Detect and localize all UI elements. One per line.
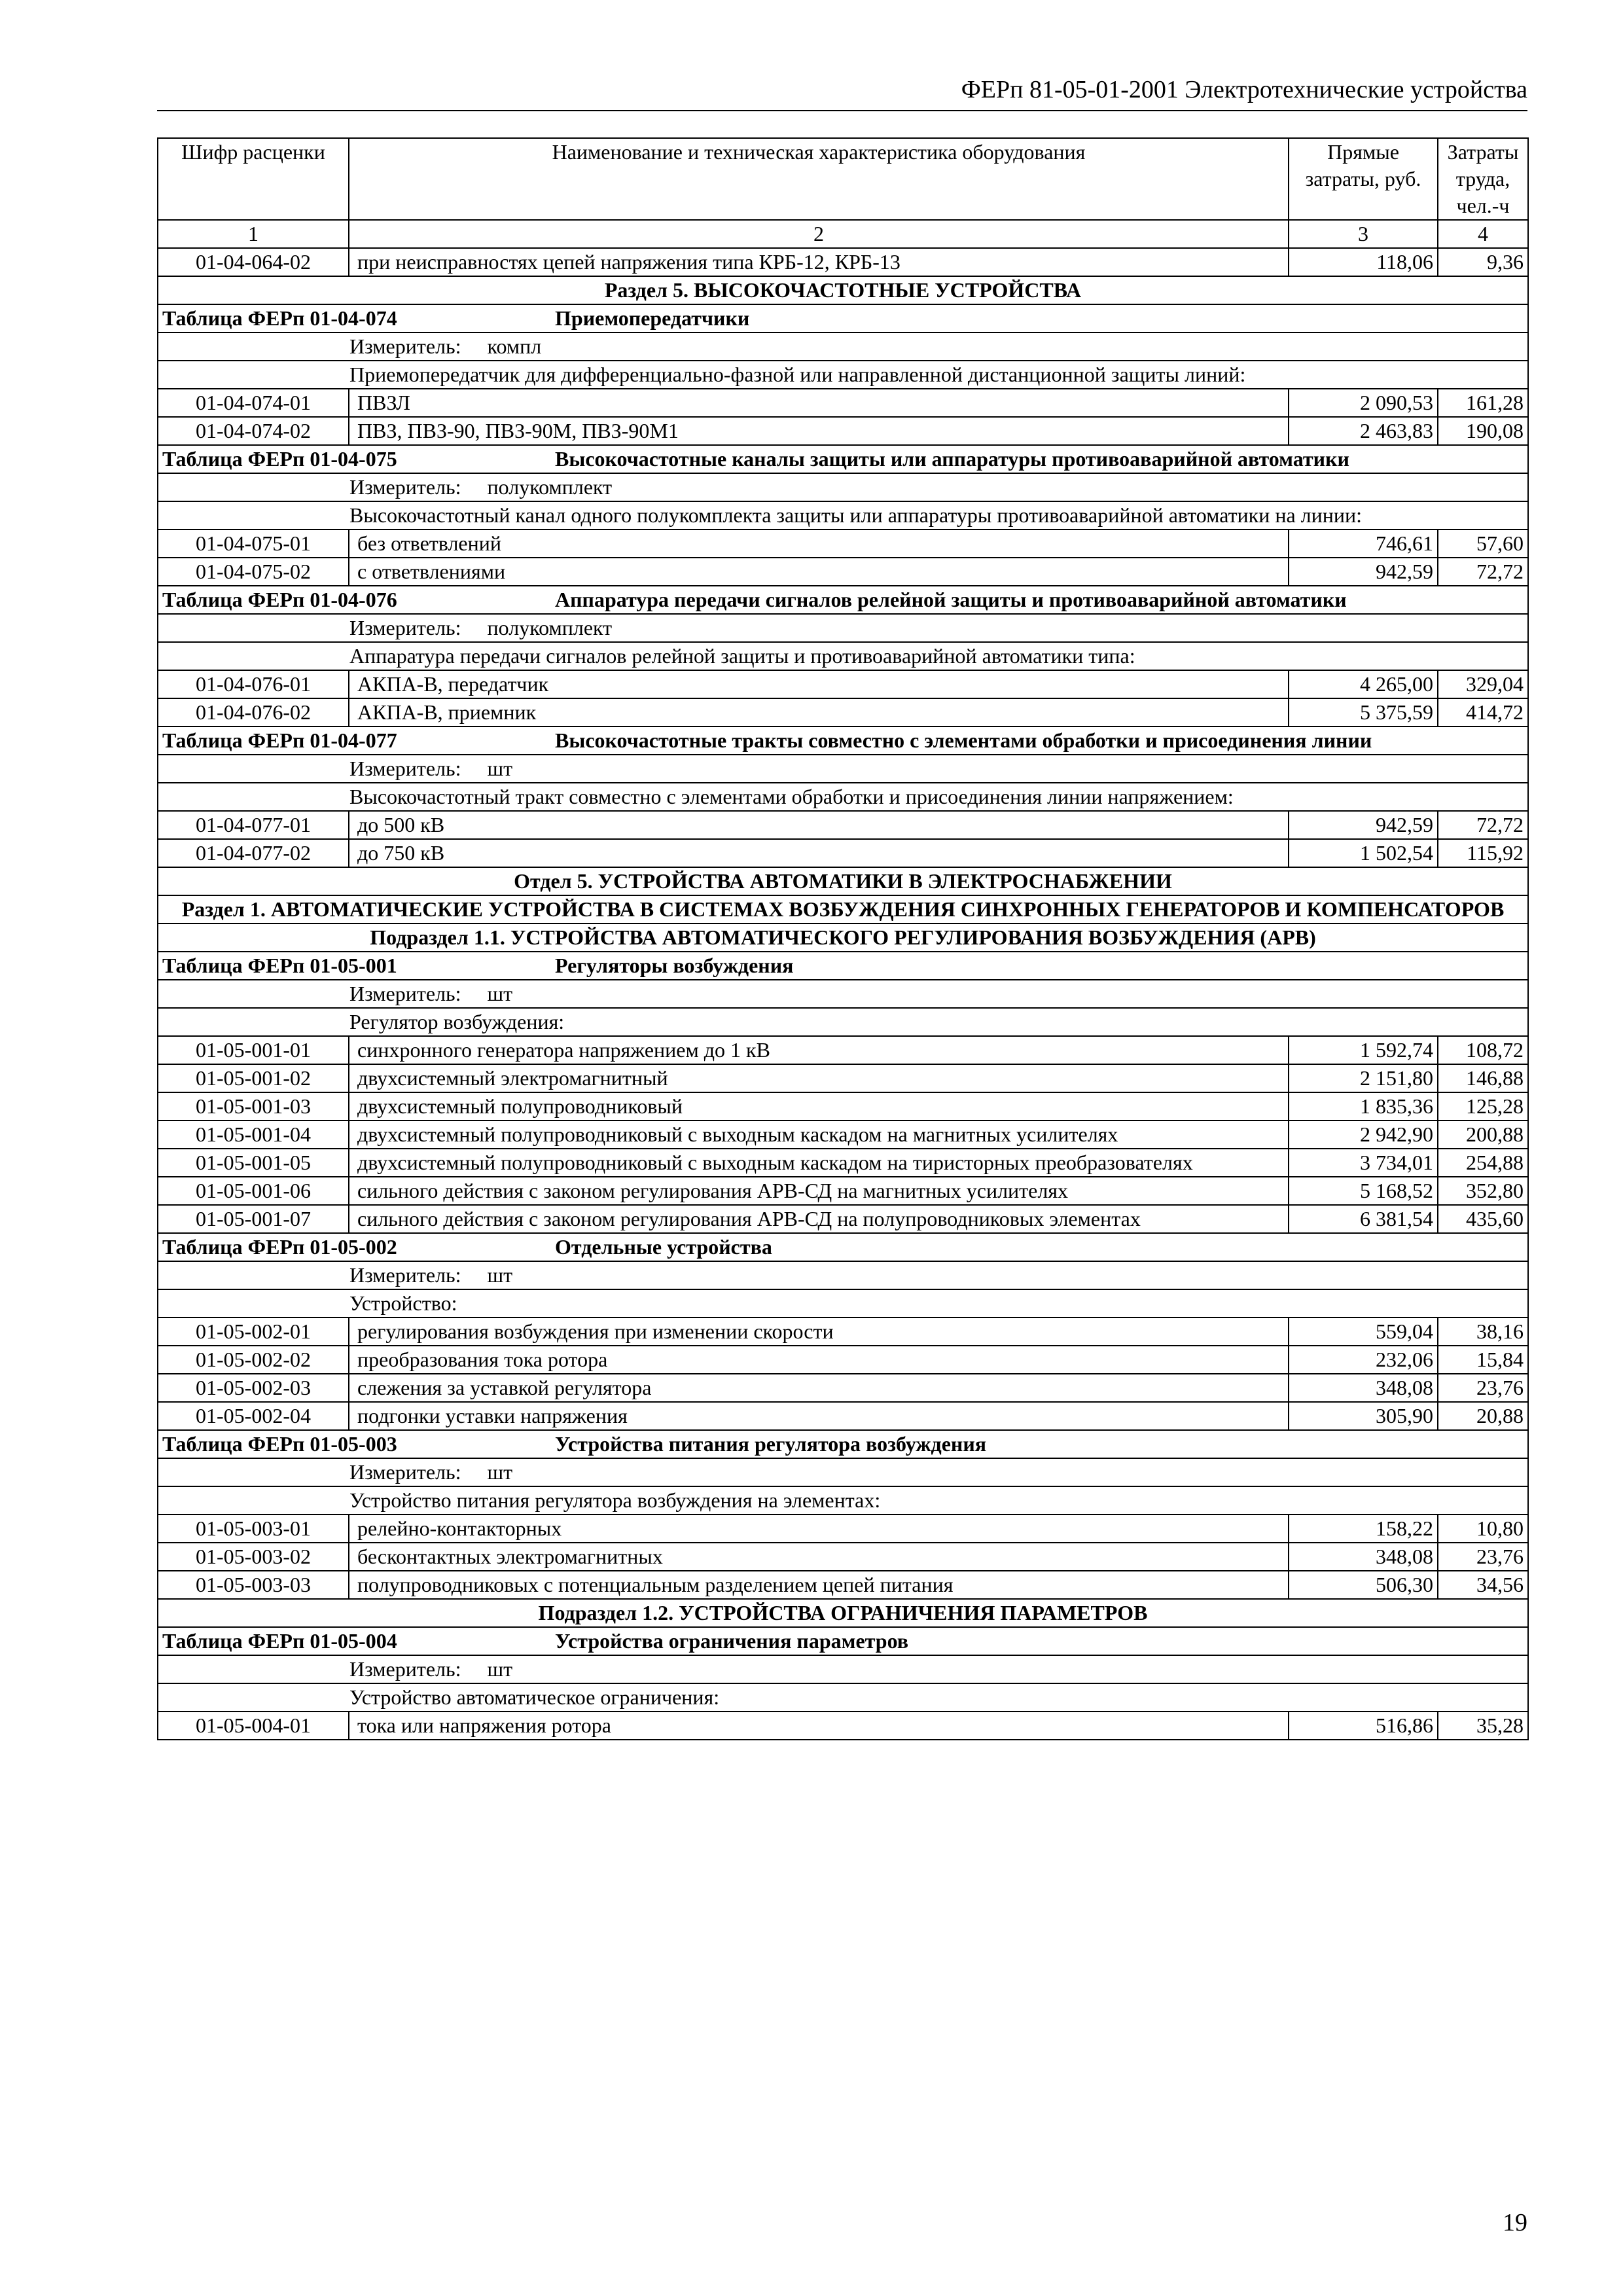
table-title <box>158 952 1528 980</box>
direct-costs: 158,22 <box>1289 1515 1438 1543</box>
labor-costs: 20,88 <box>1438 1402 1528 1430</box>
item-name: релейно-контакторных <box>349 1515 1289 1543</box>
meter-row <box>158 614 1528 642</box>
labor-costs: 23,76 <box>1438 1543 1528 1571</box>
table-row <box>158 1346 1528 1374</box>
item-name: слежения за уставкой регулятора <box>349 1374 1289 1402</box>
meter-label: Измеритель: <box>349 475 461 499</box>
table-row <box>158 1149 1528 1177</box>
direct-costs: 2 942,90 <box>1289 1121 1438 1149</box>
rate-code: 01-04-064-02 <box>158 248 349 276</box>
table-row <box>158 1318 1528 1346</box>
running-header: ФЕРп 81-05-01-2001 Электротехнические устройства <box>157 73 1527 111</box>
rate-code: 01-05-003-03 <box>158 1571 349 1599</box>
labor-costs: 72,72 <box>1438 811 1528 839</box>
section-heading: Раздел 5. ВЫСОКОЧАСТОТНЫЕ УСТРОЙСТВА <box>158 276 1528 304</box>
direct-costs: 1 835,36 <box>1289 1092 1438 1121</box>
table-title-row <box>158 1430 1528 1458</box>
item-name: сильного действия с законом регулирования АРВ-СД на магнитных усилителях <box>349 1177 1289 1205</box>
item-name: до 500 кВ <box>349 811 1289 839</box>
meter <box>158 1655 1528 1683</box>
direct-costs: 506,30 <box>1289 1571 1438 1599</box>
rate-code: 01-05-001-02 <box>158 1064 349 1092</box>
item-name: преобразования тока ротора <box>349 1346 1289 1374</box>
table-row <box>158 1205 1528 1233</box>
labor-costs: 352,80 <box>1438 1177 1528 1205</box>
item-name: тока или напряжения ротора <box>349 1712 1289 1740</box>
meter-label: Измеритель: <box>349 982 461 1005</box>
rate-code: 01-04-077-02 <box>158 839 349 867</box>
meter-label: Измеритель: <box>349 1263 461 1287</box>
item-name: без ответвлений <box>349 529 1289 558</box>
table-name: Приемопередатчики <box>555 306 750 330</box>
table-row <box>158 1402 1528 1430</box>
rate-code: 01-05-002-02 <box>158 1346 349 1374</box>
direct-costs: 1 502,54 <box>1289 839 1438 867</box>
table-title <box>158 1627 1528 1655</box>
table-number: Таблица ФЕРп 01-05-004 <box>162 1629 397 1653</box>
meter-unit: полукомплект <box>487 616 613 639</box>
table-title-row <box>158 304 1528 332</box>
section-heading-row <box>158 867 1528 895</box>
direct-costs: 1 592,74 <box>1289 1036 1438 1064</box>
rate-code: 01-05-004-01 <box>158 1712 349 1740</box>
labor-costs: 10,80 <box>1438 1515 1528 1543</box>
table-title-row <box>158 952 1528 980</box>
table-row <box>158 1712 1528 1740</box>
section-heading-row <box>158 1599 1528 1627</box>
item-name: АКПА-В, передатчик <box>349 670 1289 698</box>
rate-code: 01-04-076-01 <box>158 670 349 698</box>
group-caption-row <box>158 1683 1528 1712</box>
direct-costs: 4 265,00 <box>1289 670 1438 698</box>
column-number: 2 <box>349 220 1289 248</box>
table-row <box>158 811 1528 839</box>
table-row <box>158 1121 1528 1149</box>
rate-code: 01-05-003-01 <box>158 1515 349 1543</box>
rate-code: 01-04-075-01 <box>158 529 349 558</box>
table-number: Таблица ФЕРп 01-05-001 <box>162 954 397 977</box>
group-caption: Приемопередатчик для дифференциально-фазной или направленной дистанционной защиты линий: <box>158 361 1528 389</box>
item-name: двухсистемный полупроводниковый с выходным каскадом на магнитных усилителях <box>349 1121 1289 1149</box>
table-row <box>158 1515 1528 1543</box>
table-row <box>158 1064 1528 1092</box>
labor-costs: 125,28 <box>1438 1092 1528 1121</box>
price-table <box>157 137 1529 1740</box>
meter-row <box>158 980 1528 1008</box>
meter-row <box>158 332 1528 361</box>
group-caption: Устройство питания регулятора возбуждения на элементах: <box>158 1486 1528 1515</box>
table-title <box>158 1233 1528 1261</box>
labor-costs: 190,08 <box>1438 417 1528 445</box>
direct-costs: 5 375,59 <box>1289 698 1438 726</box>
table-number: Таблица ФЕРп 01-04-074 <box>162 306 397 330</box>
rate-code: 01-05-002-03 <box>158 1374 349 1402</box>
rate-code: 01-05-001-06 <box>158 1177 349 1205</box>
section-heading-row <box>158 924 1528 952</box>
rate-code: 01-05-003-02 <box>158 1543 349 1571</box>
table-row <box>158 529 1528 558</box>
meter-label: Измеритель: <box>349 616 461 639</box>
table-name: Аппаратура передачи сигналов релейной защиты и противоаварийной автоматики <box>555 588 1347 611</box>
rate-code: 01-05-001-03 <box>158 1092 349 1121</box>
header-name: Наименование и техническая характеристика оборудования <box>349 138 1289 220</box>
section-heading-row <box>158 895 1528 924</box>
group-caption: Регулятор возбуждения: <box>158 1008 1528 1036</box>
table-row <box>158 839 1528 867</box>
table-title <box>158 304 1528 332</box>
table-title-row <box>158 445 1528 473</box>
meter <box>158 473 1528 501</box>
table-number: Таблица ФЕРп 01-05-002 <box>162 1235 397 1259</box>
item-name: двухсистемный полупроводниковый <box>349 1092 1289 1121</box>
table-title-row <box>158 726 1528 755</box>
direct-costs: 348,08 <box>1289 1374 1438 1402</box>
table-number: Таблица ФЕРп 01-04-075 <box>162 447 397 471</box>
item-name: при неисправностях цепей напряжения типа КРБ-12, КРБ-13 <box>349 248 1289 276</box>
labor-costs: 146,88 <box>1438 1064 1528 1092</box>
meter-row <box>158 1261 1528 1289</box>
rate-code: 01-04-076-02 <box>158 698 349 726</box>
item-name: подгонки уставки напряжения <box>349 1402 1289 1430</box>
meter-unit: шт <box>487 982 513 1005</box>
item-name: ПВЗ, ПВЗ-90, ПВЗ-90М, ПВЗ-90М1 <box>349 417 1289 445</box>
meter <box>158 755 1528 783</box>
price-table-body <box>158 138 1528 1740</box>
meter-unit: шт <box>487 1263 513 1287</box>
table-title-row <box>158 1233 1528 1261</box>
table-header-row <box>158 138 1528 220</box>
meter-row <box>158 473 1528 501</box>
table-title <box>158 1430 1528 1458</box>
group-caption: Высокочастотный тракт совместно с элементами обработки и присоединения линии напряжением: <box>158 783 1528 811</box>
group-caption-row <box>158 642 1528 670</box>
rate-code: 01-04-074-02 <box>158 417 349 445</box>
rate-code: 01-05-001-04 <box>158 1121 349 1149</box>
direct-costs: 6 381,54 <box>1289 1205 1438 1233</box>
meter-unit: полукомплект <box>487 475 613 499</box>
table-row <box>158 417 1528 445</box>
rate-code: 01-05-001-01 <box>158 1036 349 1064</box>
column-number: 1 <box>158 220 349 248</box>
table-name: Высокочастотные тракты совместно с элементами обработки и присоединения линии <box>555 728 1372 752</box>
table-title <box>158 445 1528 473</box>
table-row <box>158 1374 1528 1402</box>
labor-costs: 9,36 <box>1438 248 1528 276</box>
page-number: 19 <box>1503 2209 1527 2236</box>
item-name: сильного действия с законом регулирования АРВ-СД на полупроводниковых элементах <box>349 1205 1289 1233</box>
table-title <box>158 586 1528 614</box>
group-caption-row <box>158 501 1528 529</box>
group-caption-row <box>158 1008 1528 1036</box>
header-labor-costs: Затраты труда, чел.-ч <box>1438 138 1528 220</box>
rate-code: 01-05-002-04 <box>158 1402 349 1430</box>
column-number-row <box>158 220 1528 248</box>
labor-costs: 38,16 <box>1438 1318 1528 1346</box>
group-caption-row <box>158 1486 1528 1515</box>
labor-costs: 15,84 <box>1438 1346 1528 1374</box>
direct-costs: 559,04 <box>1289 1318 1438 1346</box>
table-row <box>158 1177 1528 1205</box>
direct-costs: 118,06 <box>1289 248 1438 276</box>
group-caption: Устройство автоматическое ограничения: <box>158 1683 1528 1712</box>
section-heading: Раздел 1. АВТОМАТИЧЕСКИЕ УСТРОЙСТВА В СИСТЕМАХ ВОЗБУЖДЕНИЯ СИНХРОННЫХ ГЕНЕРАТОРОВ И КОМПЕНСАТОРОВ <box>158 895 1528 924</box>
header-direct-costs: Прямые затраты, руб. <box>1289 138 1438 220</box>
section-heading: Подраздел 1.1. УСТРОЙСТВА АВТОМАТИЧЕСКОГО РЕГУЛИРОВАНИЯ ВОЗБУЖДЕНИЯ (АРВ) <box>158 924 1528 952</box>
meter-unit: шт <box>487 1657 513 1681</box>
meter <box>158 614 1528 642</box>
labor-costs: 115,92 <box>1438 839 1528 867</box>
labor-costs: 34,56 <box>1438 1571 1528 1599</box>
table-number: Таблица ФЕРп 01-04-077 <box>162 728 397 752</box>
item-name: ПВЗЛ <box>349 389 1289 417</box>
meter <box>158 1458 1528 1486</box>
meter <box>158 1261 1528 1289</box>
item-name: с ответвлениями <box>349 558 1289 586</box>
item-name: двухсистемный электромагнитный <box>349 1064 1289 1092</box>
labor-costs: 57,60 <box>1438 529 1528 558</box>
item-name: до 750 кВ <box>349 839 1289 867</box>
group-caption: Устройство: <box>158 1289 1528 1318</box>
item-name: двухсистемный полупроводниковый с выходным каскадом на тиристорных преобразователях <box>349 1149 1289 1177</box>
labor-costs: 35,28 <box>1438 1712 1528 1740</box>
direct-costs: 2 151,80 <box>1289 1064 1438 1092</box>
direct-costs: 746,61 <box>1289 529 1438 558</box>
table-name: Устройства питания регулятора возбуждения <box>555 1432 987 1456</box>
direct-costs: 942,59 <box>1289 811 1438 839</box>
table-row <box>158 670 1528 698</box>
meter-row <box>158 1655 1528 1683</box>
direct-costs: 2 090,53 <box>1289 389 1438 417</box>
group-caption-row <box>158 783 1528 811</box>
rate-code: 01-04-075-02 <box>158 558 349 586</box>
rate-code: 01-05-002-01 <box>158 1318 349 1346</box>
labor-costs: 329,04 <box>1438 670 1528 698</box>
direct-costs: 2 463,83 <box>1289 417 1438 445</box>
item-name: синхронного генератора напряжением до 1 кВ <box>349 1036 1289 1064</box>
labor-costs: 161,28 <box>1438 389 1528 417</box>
table-title-row <box>158 1627 1528 1655</box>
table-title-row <box>158 586 1528 614</box>
labor-costs: 23,76 <box>1438 1374 1528 1402</box>
column-number: 4 <box>1438 220 1528 248</box>
labor-costs: 108,72 <box>1438 1036 1528 1064</box>
table-row <box>158 1036 1528 1064</box>
direct-costs: 348,08 <box>1289 1543 1438 1571</box>
section-heading: Отдел 5. УСТРОЙСТВА АВТОМАТИКИ В ЭЛЕКТРОСНАБЖЕНИИ <box>158 867 1528 895</box>
direct-costs: 305,90 <box>1289 1402 1438 1430</box>
meter-label: Измеритель: <box>349 757 461 780</box>
group-caption-row <box>158 1289 1528 1318</box>
meter-unit: компл <box>487 334 542 358</box>
column-number: 3 <box>1289 220 1438 248</box>
header-code: Шифр расценки <box>158 138 349 220</box>
table-row <box>158 1092 1528 1121</box>
direct-costs: 942,59 <box>1289 558 1438 586</box>
rate-code: 01-04-077-01 <box>158 811 349 839</box>
meter-label: Измеритель: <box>349 1460 461 1484</box>
table-row <box>158 389 1528 417</box>
rate-code: 01-05-001-07 <box>158 1205 349 1233</box>
table-title <box>158 726 1528 755</box>
meter <box>158 332 1528 361</box>
item-name: регулирования возбуждения при изменении скорости <box>349 1318 1289 1346</box>
meter-unit: шт <box>487 757 513 780</box>
table-number: Таблица ФЕРп 01-05-003 <box>162 1432 397 1456</box>
direct-costs: 232,06 <box>1289 1346 1438 1374</box>
direct-costs: 516,86 <box>1289 1712 1438 1740</box>
direct-costs: 3 734,01 <box>1289 1149 1438 1177</box>
item-name: АКПА-В, приемник <box>349 698 1289 726</box>
meter-label: Измеритель: <box>349 334 461 358</box>
group-caption: Аппаратура передачи сигналов релейной защиты и противоаварийной автоматики типа: <box>158 642 1528 670</box>
labor-costs: 254,88 <box>1438 1149 1528 1177</box>
rate-code: 01-04-074-01 <box>158 389 349 417</box>
table-name: Высокочастотные каналы защиты или аппаратуры противоаварийной автоматики <box>555 447 1349 471</box>
labor-costs: 435,60 <box>1438 1205 1528 1233</box>
table-row <box>158 558 1528 586</box>
direct-costs: 5 168,52 <box>1289 1177 1438 1205</box>
item-name: полупроводниковых с потенциальным разделением цепей питания <box>349 1571 1289 1599</box>
meter-row <box>158 1458 1528 1486</box>
meter <box>158 980 1528 1008</box>
group-caption: Высокочастотный канал одного полукомплекта защиты или аппаратуры противоаварийной автоматики на линии: <box>158 501 1528 529</box>
table-row <box>158 698 1528 726</box>
group-caption-row <box>158 361 1528 389</box>
section-heading-row <box>158 276 1528 304</box>
table-name: Регуляторы возбуждения <box>555 954 794 977</box>
table-name: Устройства ограничения параметров <box>555 1629 909 1653</box>
section-heading: Подраздел 1.2. УСТРОЙСТВА ОГРАНИЧЕНИЯ ПАРАМЕТРОВ <box>158 1599 1528 1627</box>
table-number: Таблица ФЕРп 01-04-076 <box>162 588 397 611</box>
item-name: бесконтактных электромагнитных <box>349 1543 1289 1571</box>
labor-costs: 414,72 <box>1438 698 1528 726</box>
table-row <box>158 248 1528 276</box>
table-name: Отдельные устройства <box>555 1235 772 1259</box>
meter-label: Измеритель: <box>349 1657 461 1681</box>
labor-costs: 200,88 <box>1438 1121 1528 1149</box>
meter-row <box>158 755 1528 783</box>
table-row <box>158 1571 1528 1599</box>
meter-unit: шт <box>487 1460 513 1484</box>
labor-costs: 72,72 <box>1438 558 1528 586</box>
rate-code: 01-05-001-05 <box>158 1149 349 1177</box>
table-row <box>158 1543 1528 1571</box>
